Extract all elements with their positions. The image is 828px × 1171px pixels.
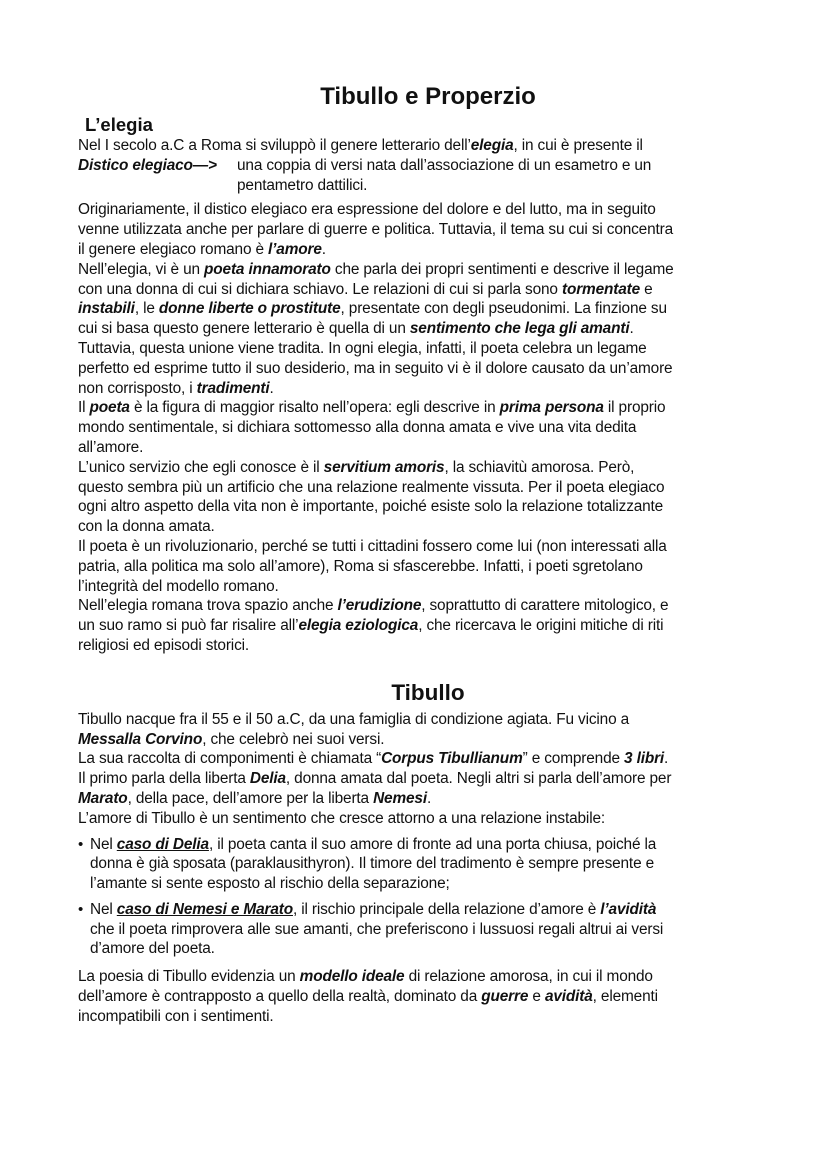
emphasis-text: caso di Delia: [116, 835, 209, 853]
text-run: , in cui è presente il: [513, 137, 643, 154]
emphasis-text: 3 libri: [624, 750, 665, 768]
emphasis-text: instabili: [78, 300, 135, 318]
text-line: [78, 789, 778, 809]
text-line: [90, 920, 663, 940]
text-run: che il poeta rimprovera alle sue amanti, che preferiscono i lussuosi regali altrui ai versi: [90, 920, 664, 938]
text-line: [90, 854, 656, 874]
text-line: [78, 577, 778, 597]
tibullo-closing: [78, 967, 778, 1026]
bullet-text: [90, 900, 663, 959]
text-run: cui si basa questo genere letterario è quella di un: [78, 320, 410, 338]
elegia-body: [78, 200, 778, 655]
text-run: è la figura di maggior risalto nell’opera: egli descrive in: [129, 399, 500, 417]
text-line: [237, 176, 651, 196]
text-run: , la schiavitù amorosa. Però,: [444, 458, 635, 476]
text-run: L’amore di Tibullo è un sentimento che cresce attorno a una relazione instabile:: [78, 809, 605, 827]
text-run: perfetto ed esprime tutto il suo desiderio, ma in seguito vi è il dolore causato da un’amore: [78, 359, 673, 377]
text-line: [78, 418, 778, 438]
text-line: [90, 874, 656, 894]
text-line: [78, 537, 778, 557]
emphasis-text: Marato: [78, 789, 128, 807]
distico-text: [237, 156, 651, 196]
emphasis-text: l’amore: [268, 240, 322, 258]
text-line: [78, 749, 778, 769]
emphasis-text: l’avidità: [600, 900, 657, 918]
text-run: , donna amata dal poeta. Negli altri si parla dell’amore per: [285, 770, 672, 788]
text-run: ” e comprende: [522, 750, 625, 768]
text-run: Nell’elegia romana trova spazio anche: [78, 597, 338, 615]
emphasis-text: elegia: [470, 137, 514, 154]
text-run: un suo ramo si può far risalire all’: [78, 617, 299, 635]
text-line: [78, 636, 778, 656]
bullet-item-delia: [78, 835, 778, 894]
distico-definition: [78, 156, 778, 196]
text-run: Il primo parla della liberta: [78, 770, 250, 788]
text-line: [90, 900, 663, 920]
text-line: [78, 240, 778, 260]
emphasis-text: Messalla Corvino: [78, 730, 203, 748]
text-line: [237, 156, 651, 176]
text-run: e: [528, 988, 545, 1006]
text-line: [78, 809, 778, 829]
text-line: [78, 967, 778, 987]
emphasis-text: Distico elegiaco—>: [78, 156, 217, 174]
emphasis-text: elegia eziologica: [298, 617, 419, 635]
text-line: [90, 835, 656, 855]
text-line: [78, 319, 778, 339]
text-line: [78, 339, 778, 359]
text-run: con una donna di cui si dichiara schiavo. Le relazioni di cui si parla sono: [78, 280, 562, 298]
text-run: religiosi ed episodi storici.: [78, 636, 250, 654]
text-line: [78, 730, 778, 750]
text-run: , elementi: [592, 988, 658, 1006]
text-run: pentametro dattilici.: [237, 176, 368, 194]
text-line: [78, 616, 778, 636]
text-run: l’integrità del modello romano.: [78, 577, 279, 595]
distico-label: [78, 156, 237, 196]
emphasis-text: Delia: [249, 770, 286, 788]
text-run: donna è già sposata (paraklausithyron). Il timore del tradimento è sempre presente e: [90, 855, 655, 873]
emphasis-text: avidità: [544, 988, 593, 1006]
text-run: venne utilizzata anche per parlare di guerre e politica. Tuttavia, il tema su cui si concentra: [78, 221, 674, 239]
text-line: [78, 596, 778, 616]
text-line: [78, 220, 778, 240]
text-run: incompatibili con i sentimenti.: [78, 1007, 274, 1025]
text-run: , soprattutto di carattere mitologico, e: [421, 597, 669, 615]
text-run: , della pace, dell’amore per la liberta: [127, 789, 374, 807]
text-run: Il: [78, 399, 90, 417]
text-run: , le: [134, 300, 159, 318]
text-run: patria, alla politica ma solo all’amore), Roma si sfascerebbe. Infatti, i poeti sgretolano: [78, 557, 643, 575]
text-run: e: [640, 280, 653, 298]
bullet-item-nemesi-marato: [78, 900, 778, 959]
emphasis-text: donne liberte o prostitute: [158, 300, 341, 318]
text-run: La sua raccolta di componimenti è chiamata “: [78, 750, 382, 768]
text-line: [78, 359, 778, 379]
text-run: Nel: [90, 835, 117, 853]
text-run: L’unico servizio che egli conosce è il: [78, 458, 324, 476]
tibullo-body: [78, 710, 778, 829]
document-page: [78, 80, 778, 1027]
text-run: questo sembra più un artificio che una relazione realmente vissuta. Per il poeta elegiaco: [78, 478, 665, 496]
text-run: non corrisposto, i: [78, 379, 197, 397]
bullet-icon: •: [78, 900, 84, 918]
text-line: [78, 398, 778, 418]
text-line: [78, 260, 778, 280]
text-run: Tibullo nacque fra il 55 e il 50 a.C, da una famiglia di condizione agiata. Fu vicino a: [78, 710, 630, 728]
emphasis-text: modello ideale: [299, 968, 405, 986]
text-line: [78, 710, 778, 730]
emphasis-text: l’erudizione: [337, 597, 422, 615]
text-run: una coppia di versi nata dall’associazione di un esametro e un: [237, 156, 652, 174]
text-run: Nell’elegia, vi è un: [78, 260, 205, 278]
emphasis-text: poeta: [89, 399, 130, 417]
text-run: Originariamente, il distico elegiaco era espressione del dolore e del lutto, ma in seguito: [78, 201, 656, 219]
emphasis-text: caso di Nemesi e Marato: [116, 900, 293, 918]
text-run: La poesia di Tibullo evidenzia un: [78, 968, 300, 986]
emphasis-text: poeta innamorato: [204, 260, 331, 278]
text-line: [78, 458, 778, 478]
section-heading-tibullo: Tibullo: [391, 679, 465, 705]
text-run: mondo sentimentale, si dichiara sottomesso alla donna amata e vive una vita dedita: [78, 419, 637, 437]
text-run: d’amore del poeta.: [90, 940, 215, 958]
text-line: [78, 769, 778, 789]
text-line: [78, 987, 778, 1007]
emphasis-text: prima persona: [499, 399, 604, 417]
bullet-icon: •: [78, 835, 84, 853]
text-line: [78, 299, 778, 319]
text-line: [78, 1007, 778, 1027]
text-line: [90, 939, 663, 959]
text-run: , che celebrò nei suoi versi.: [202, 730, 385, 748]
emphasis-text: Corpus Tibullianum: [381, 750, 523, 768]
emphasis-text: tormentate: [561, 280, 640, 298]
document-title: Tibullo e Properzio: [320, 83, 536, 110]
text-line: [78, 438, 778, 458]
text-run: di relazione amorosa, in cui il mondo: [404, 968, 653, 986]
emphasis-text: Nemesi: [373, 789, 427, 807]
text-run: il proprio: [603, 399, 666, 417]
text-run: .: [629, 320, 634, 338]
text-run: , che ricercava le origini mitiche di riti: [418, 617, 664, 635]
emphasis-text: sentimento che lega gli amanti: [409, 320, 630, 338]
text-run: .: [269, 379, 274, 397]
text-line: [78, 517, 778, 537]
text-line: [78, 280, 778, 300]
text-run: Nel: [90, 900, 117, 918]
text-run: .: [321, 240, 326, 258]
paragraph-line: [78, 136, 778, 156]
text-run: ogni altro aspetto della vita non è importante, poiché esiste solo la relazione totalizzante: [78, 498, 664, 516]
emphasis-text: guerre: [481, 988, 529, 1006]
text-run: .: [426, 789, 432, 807]
text-line: [78, 557, 778, 577]
text-run: .: [664, 750, 669, 768]
text-line: [78, 200, 778, 220]
text-line: [78, 478, 778, 498]
text-run: l’amante si sente esposto al rischio della separazione;: [90, 875, 450, 893]
text-line: [78, 379, 778, 399]
text-run: Il poeta è un rivoluzionario, perché se tutti i cittadini fossero come lui (non interessati alla: [78, 537, 667, 555]
text-run: con la donna amata.: [78, 518, 215, 536]
text-run: all’amore.: [78, 438, 144, 456]
text-run: Nel I secolo a.C a Roma si sviluppò il genere letterario dell’: [78, 137, 471, 154]
text-run: dell’amore è contrapposto a quello della realtà, dominato da: [78, 988, 482, 1006]
emphasis-text: tradimenti: [196, 379, 270, 397]
text-run: , presentate con degli pseudonimi. La finzione su: [340, 300, 667, 318]
text-run: , il rischio principale della relazione d’amore è: [292, 900, 601, 918]
text-run: , il poeta canta il suo amore di fronte ad una porta chiusa, poiché la: [208, 835, 657, 853]
bullet-text: [90, 835, 656, 894]
text-line: [78, 497, 778, 517]
emphasis-text: servitium amoris: [323, 458, 445, 476]
section-heading-elegia: L’elegia: [85, 114, 153, 135]
text-run: il genere elegiaco romano è: [78, 240, 269, 258]
text-run: Tuttavia, questa unione viene tradita. In ogni elegia, infatti, il poeta celebra un legame: [78, 339, 647, 357]
text-run: che parla dei propri sentimenti e descrive il legame: [330, 260, 674, 278]
